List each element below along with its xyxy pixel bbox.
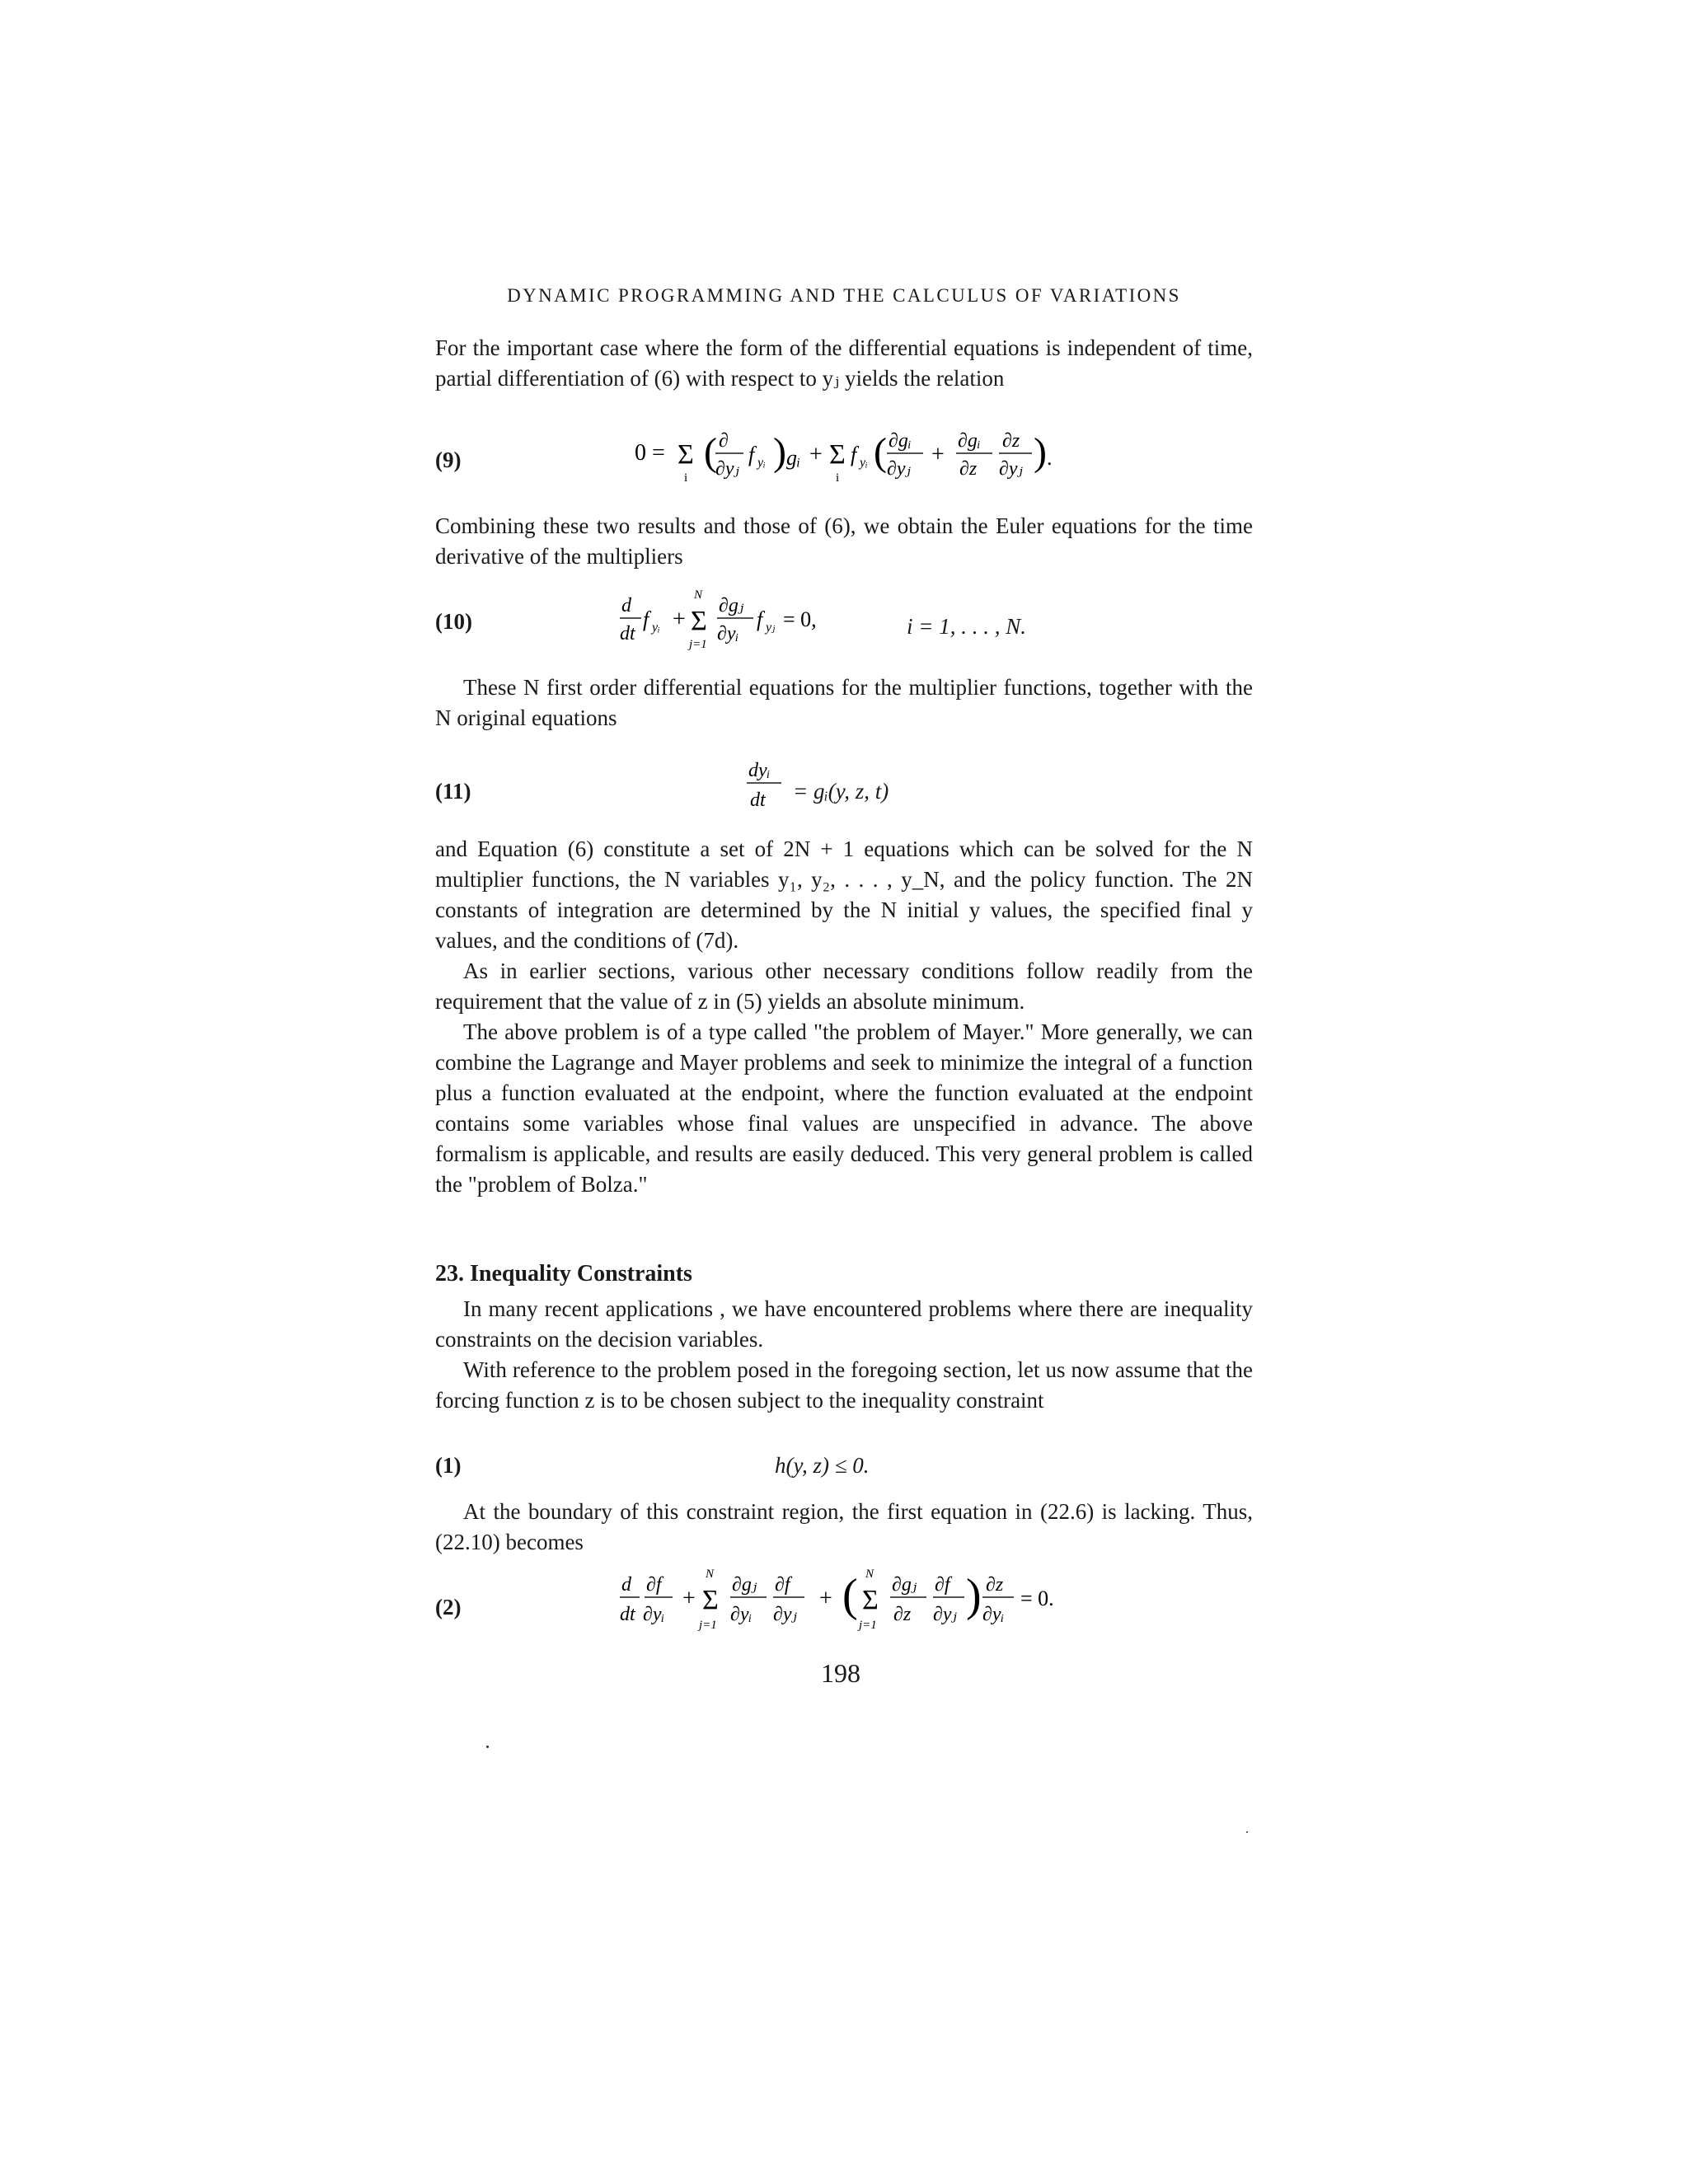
svg-text:∂f: ∂f	[935, 1574, 950, 1596]
equation-10-range: i = 1, . . . , N.	[907, 614, 1026, 639]
svg-text:N: N	[694, 588, 703, 602]
svg-text:f: f	[757, 607, 763, 631]
section-number: 23.	[435, 1261, 464, 1286]
equation-number-1: (1)	[435, 1453, 462, 1478]
paragraph-earlier-sections: As in earlier sections, various other necessary conditions follow readily from the requirement that the value of z in (5) yields an absolute minimum.	[435, 958, 1253, 1014]
svg-text:∂z: ∂z	[893, 1604, 912, 1625]
svg-text:∂yⱼ: ∂yⱼ	[933, 1604, 957, 1625]
equation-11	[747, 752, 786, 828]
equation-number-11: (11)	[435, 779, 471, 804]
svg-text:): )	[773, 430, 786, 474]
svg-text:+: +	[809, 442, 823, 467]
svg-text:∂z: ∂z	[986, 1574, 1004, 1596]
svg-text:∂yⱼ: ∂yⱼ	[715, 458, 739, 480]
svg-text:∂: ∂	[719, 430, 729, 452]
equation-number-2: (2)	[435, 1595, 462, 1619]
paragraph-combining: Combining these two results and those of (6), we obtain the Euler equations for the time derivative of the multipliers	[435, 513, 1253, 569]
svg-text:∂gⱼ: ∂gⱼ	[892, 1574, 917, 1596]
paragraph-recent-applications: In many recent applications , we have encountered problems where there are inequality constraints on the decision variables.	[435, 1296, 1253, 1352]
svg-text:+: +	[931, 442, 945, 467]
svg-text:∂yⱼ: ∂yⱼ	[999, 458, 1023, 480]
svg-text:i: i	[836, 471, 840, 485]
svg-text:f: f	[851, 443, 857, 466]
svg-text:(: (	[842, 1570, 858, 1621]
svg-text:+: +	[819, 1586, 832, 1611]
svg-text:∂z: ∂z	[1002, 430, 1020, 452]
svg-text:Σ: Σ	[678, 439, 694, 470]
svg-text:(: (	[874, 430, 887, 474]
svg-text:(: (	[704, 430, 717, 474]
paragraph-constitute: and Equation (6) constitute a set of 2N + 1 equations which can be solved for the N multiplier functions, the N variables y₁, y₂, . . . , y_N, and the policy function. The 2N constants of integration are determined by the N initial y values, the specified final y values, and the conditions of (7d).	[435, 837, 1253, 953]
svg-text:∂gⱼ: ∂gⱼ	[719, 595, 744, 616]
svg-text:0 =: 0 =	[635, 440, 665, 466]
section-title: Inequality Constraints	[470, 1261, 692, 1286]
running-head: DYNAMIC PROGRAMMING AND THE CALCULUS OF VARIATIONS	[507, 285, 1181, 306]
svg-text:yⱼ: yⱼ	[766, 621, 776, 635]
svg-text:∂yⱼ: ∂yⱼ	[887, 458, 911, 480]
svg-text:∂gᵢ: ∂gᵢ	[958, 430, 981, 452]
paragraph-with-reference: With reference to the problem posed in the foregoing section, let us now assume that the forcing function z is to be chosen subject to the inequality constraint	[435, 1357, 1253, 1413]
svg-text:∂f: ∂f	[646, 1574, 662, 1596]
page-number: 198	[821, 1658, 860, 1688]
svg-text:): )	[966, 1570, 982, 1621]
equation-9	[635, 422, 1129, 495]
equation-1: h(y, z) ≤ 0.	[775, 1453, 870, 1478]
svg-text:N: N	[865, 1568, 874, 1581]
paragraph-boundary: At the boundary of this constraint region, the first equation in (22.6) is lacking. Thus, (22.10) becomes	[435, 1499, 1253, 1554]
equation-10	[620, 587, 950, 663]
svg-text:d: d	[621, 1574, 631, 1596]
svg-text:dt: dt	[750, 790, 766, 811]
svg-text:N: N	[706, 1568, 715, 1581]
svg-text:dyᵢ: dyᵢ	[748, 760, 771, 781]
svg-text:f: f	[643, 607, 649, 631]
svg-text:Σ: Σ	[862, 1585, 879, 1615]
paragraph-mayer-bolza: The above problem is of a type called "the problem of Mayer." More generally, we can combine the Lagrange and Mayer problems and seek to minimize the integral of a function plus a function evaluated at the endpoint, where the function evaluated at the endpoint contains some variables whose final values are unspecified in advance. The above formalism is applicable, and results are easily deduced. This very general problem is called the "problem of Bolza."	[435, 1019, 1253, 1197]
svg-text:∂yᵢ: ∂yᵢ	[982, 1604, 1005, 1625]
section-heading	[435, 1259, 692, 1289]
svg-text:∂f: ∂f	[775, 1574, 790, 1596]
svg-text:Σ: Σ	[702, 1585, 719, 1615]
svg-text:i: i	[684, 471, 688, 485]
scan-speck	[486, 1746, 489, 1748]
svg-text:Σ: Σ	[691, 606, 707, 636]
svg-text:): )	[1034, 430, 1047, 474]
svg-text:j=1: j=1	[699, 1619, 717, 1632]
svg-text:∂yᵢ: ∂yᵢ	[717, 623, 739, 644]
svg-text:d: d	[621, 595, 631, 616]
equation-number-9: (9)	[435, 448, 462, 472]
svg-text:+: +	[682, 1586, 696, 1611]
svg-text:f: f	[748, 443, 755, 466]
svg-text:∂yᵢ: ∂yᵢ	[643, 1604, 665, 1625]
svg-text:∂gᵢ: ∂gᵢ	[889, 430, 912, 452]
svg-text:j=1: j=1	[689, 638, 707, 651]
svg-text:∂yᵢ: ∂yᵢ	[730, 1604, 753, 1625]
svg-text:gᵢ: gᵢ	[786, 446, 801, 470]
svg-text:= 0,: = 0,	[783, 607, 817, 631]
svg-text:= 0.: = 0.	[1020, 1586, 1054, 1610]
svg-text:∂gⱼ: ∂gⱼ	[732, 1574, 757, 1596]
equation-2	[620, 1566, 1114, 1647]
svg-text:yᵢ: yᵢ	[860, 456, 868, 470]
scan-speck	[1246, 1831, 1248, 1833]
svg-text:yᵢ: yᵢ	[757, 456, 766, 470]
svg-text:yᵢ: yᵢ	[652, 621, 660, 635]
svg-text:dt: dt	[620, 623, 635, 644]
svg-text:.: .	[1047, 446, 1053, 470]
equation-11-rhs: = gᵢ(y, z, t)	[793, 779, 889, 804]
paragraph-these-n: These N first order differential equations for the multiplier functions, together with the N original equations	[435, 675, 1253, 730]
svg-text:j=1: j=1	[859, 1619, 877, 1632]
svg-text:∂yⱼ: ∂yⱼ	[773, 1604, 797, 1625]
svg-text:dt: dt	[620, 1604, 635, 1625]
svg-text:Σ: Σ	[829, 439, 846, 470]
equation-number-10: (10)	[435, 609, 472, 634]
svg-text:∂z: ∂z	[959, 458, 978, 480]
paragraph-intro: For the important case where the form of the differential equations is independent of time, partial differentiation of (6) with respect to yⱼ yields the relation	[435, 335, 1253, 391]
svg-text:+: +	[673, 607, 686, 632]
